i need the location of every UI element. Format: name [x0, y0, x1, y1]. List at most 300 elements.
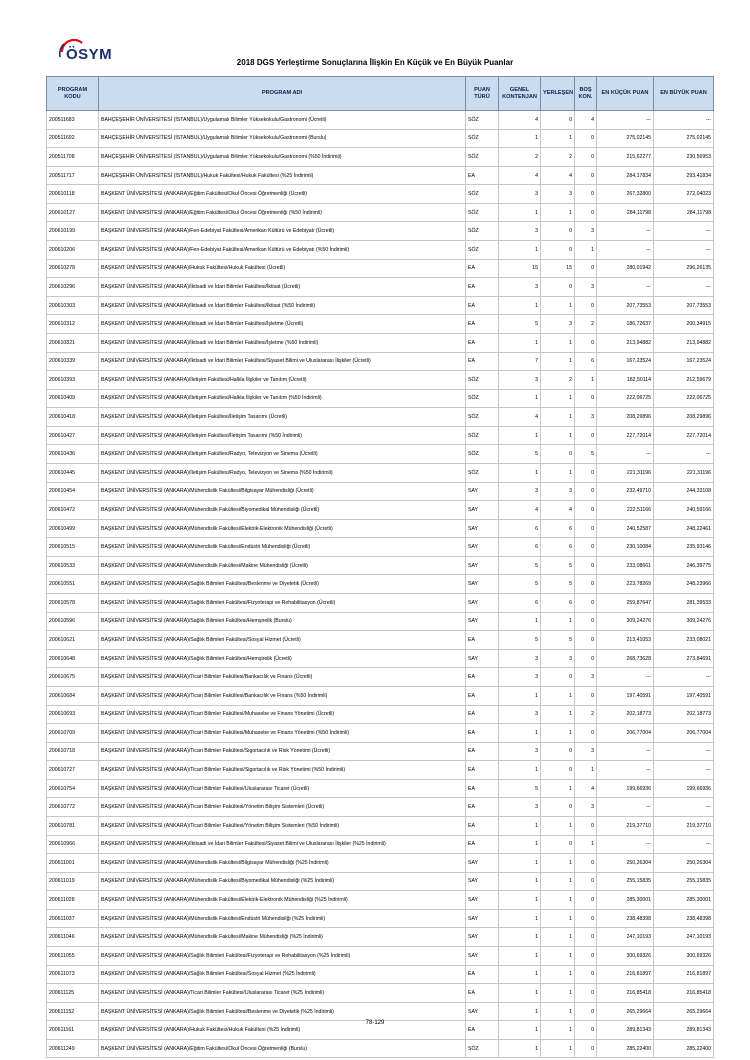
cell-score-type: SAY [466, 891, 499, 910]
cell-empty: 3 [575, 668, 597, 687]
cell-quota: 7 [499, 352, 541, 371]
table-row [47, 241, 714, 260]
cell-program-code: 200611152 [47, 1002, 99, 1021]
cell-empty: 0 [575, 1021, 597, 1040]
cell-score-type: SÖZ [466, 185, 499, 204]
cell-empty: 0 [575, 965, 597, 984]
cell-max-score: 247,10193 [654, 928, 714, 947]
cell-empty: 3 [575, 408, 597, 427]
cell-program-code: 200610312 [47, 315, 99, 334]
cell-quota: 1 [499, 1039, 541, 1058]
cell-placed: 1 [541, 1002, 575, 1021]
col-header-name: PROGRAM ADI [99, 77, 466, 111]
cell-program-code: 200610393 [47, 371, 99, 390]
cell-program-code: 200610445 [47, 463, 99, 482]
cell-quota: 1 [499, 333, 541, 352]
cell-placed: 1 [541, 389, 575, 408]
table-row [47, 649, 714, 668]
cell-min-score: 182,50114 [597, 371, 654, 390]
cell-placed: 1 [541, 203, 575, 222]
cell-program-code: 200610296 [47, 278, 99, 297]
table-row [47, 333, 714, 352]
cell-empty: 0 [575, 649, 597, 668]
cell-min-score: --- [597, 111, 654, 130]
cell-score-type: EA [466, 668, 499, 687]
table-body [47, 111, 714, 1058]
cell-program-code: 200610533 [47, 556, 99, 575]
cell-program-name: BAŞKENT ÜNİVERSİTESİ (ANKARA)/Mühendislik Fakültesi/Elektrik-Elektronik Mühendisliği (Ücretli) [99, 519, 466, 538]
table-row [47, 129, 714, 148]
cell-program-code: 200611055 [47, 947, 99, 966]
cell-empty: 0 [575, 872, 597, 891]
cell-program-code: 200610684 [47, 686, 99, 705]
cell-empty: 0 [575, 909, 597, 928]
cell-empty: 0 [575, 556, 597, 575]
cell-score-type: SAY [466, 854, 499, 873]
cell-max-score: 219,37710 [654, 816, 714, 835]
cell-program-code: 200511683 [47, 111, 99, 130]
cell-program-code: 200610675 [47, 668, 99, 687]
cell-placed: 3 [541, 185, 575, 204]
cell-program-code: 200611249 [47, 1039, 99, 1058]
cell-empty: 0 [575, 259, 597, 278]
cell-program-name: BAHÇEŞEHİR ÜNİVERSİTESİ (İSTANBUL)/Uygulamalı Bilimler Yüksekokulu/Gastronomi (Burslu) [99, 129, 466, 148]
cell-program-code: 200611161 [47, 1021, 99, 1040]
page-title: 2018 DGS Yerleştirme Sonuçlarına İlişkin En Küçük ve En Büyük Puanlar [236, 58, 514, 67]
cell-min-score: 199,66936 [597, 779, 654, 798]
cell-max-score: --- [654, 761, 714, 780]
cell-score-type: SAY [466, 1002, 499, 1021]
table-row [47, 519, 714, 538]
cell-quota: 1 [499, 909, 541, 928]
cell-placed: 3 [541, 482, 575, 501]
cell-program-code: 200511717 [47, 166, 99, 185]
table-row [47, 1039, 714, 1058]
cell-score-type: EA [466, 166, 499, 185]
table-row [47, 984, 714, 1003]
cell-program-name: BAŞKENT ÜNİVERSİTESİ (ANKARA)/Sağlık Bilimleri Fakültesi/Hemşirelik (Burslu) [99, 612, 466, 631]
cell-quota: 4 [499, 501, 541, 520]
cell-empty: 0 [575, 686, 597, 705]
cell-program-name: BAŞKENT ÜNİVERSİTESİ (ANKARA)/Sağlık Bilimleri Fakültesi/Beslenme ve Diyetetik (Ücretli) [99, 575, 466, 594]
cell-empty: 6 [575, 352, 597, 371]
cell-max-score: 206,77004 [654, 724, 714, 743]
cell-program-name: BAŞKENT ÜNİVERSİTESİ (ANKARA)/Eğitim Fakültesi/Okul Öncesi Öğretmenliği (%50 İndirimli) [99, 203, 466, 222]
cell-score-type: EA [466, 278, 499, 297]
cell-max-score: 238,48398 [654, 909, 714, 928]
cell-placed: 1 [541, 891, 575, 910]
cell-program-code: 200511692 [47, 129, 99, 148]
cell-score-type: EA [466, 686, 499, 705]
cell-min-score: 285,22400 [597, 1039, 654, 1058]
cell-max-score: 250,26304 [654, 854, 714, 873]
cell-score-type: EA [466, 296, 499, 315]
cell-program-name: BAŞKENT ÜNİVERSİTESİ (ANKARA)/Mühendislik Fakültesi/Bilgisayar Mühendisliği (%25 İndirimli) [99, 854, 466, 873]
cell-quota: 5 [499, 315, 541, 334]
table-row [47, 1002, 714, 1021]
cell-empty: 1 [575, 761, 597, 780]
cell-quota: 1 [499, 854, 541, 873]
cell-empty: 1 [575, 371, 597, 390]
col-header-max: EN BÜYÜK PUAN [654, 77, 714, 111]
cell-placed: 1 [541, 333, 575, 352]
cell-min-score: 259,87647 [597, 594, 654, 613]
cell-program-name: BAŞKENT ÜNİVERSİTESİ (ANKARA)/Hukuk Fakültesi/Hukuk Fakültesi (Ücretli) [99, 259, 466, 278]
cell-program-code: 200610754 [47, 779, 99, 798]
table-row [47, 854, 714, 873]
cell-max-score: 246,39775 [654, 556, 714, 575]
cell-program-code: 200610621 [47, 631, 99, 650]
cell-max-score: 216,85418 [654, 984, 714, 1003]
cell-empty: 0 [575, 631, 597, 650]
cell-program-code: 200611028 [47, 891, 99, 910]
cell-program-name: BAŞKENT ÜNİVERSİTESİ (ANKARA)/İktisadi ve İdari Bilimler Fakültesi/İşletme (%50 İndirimli) [99, 333, 466, 352]
cell-score-type: EA [466, 742, 499, 761]
cell-max-score: --- [654, 222, 714, 241]
table-row [47, 705, 714, 724]
cell-program-name: BAŞKENT ÜNİVERSİTESİ (ANKARA)/Mühendislik Fakültesi/Makine Mühendisliği (%25 İndirimli) [99, 928, 466, 947]
cell-max-score: --- [654, 742, 714, 761]
cell-min-score: --- [597, 668, 654, 687]
cell-score-type: EA [466, 984, 499, 1003]
cell-score-type: SÖZ [466, 426, 499, 445]
table-row [47, 222, 714, 241]
cell-score-type: EA [466, 631, 499, 650]
cell-placed: 1 [541, 705, 575, 724]
cell-score-type: SAY [466, 612, 499, 631]
cell-quota: 1 [499, 872, 541, 891]
cell-program-name: BAŞKENT ÜNİVERSİTESİ (ANKARA)/İktisadi ve İdari Bilimler Fakültesi/İktisat (%50 İndirimli) [99, 296, 466, 315]
cell-program-name: BAŞKENT ÜNİVERSİTESİ (ANKARA)/Ticari Bilimler Fakültesi/Muhasebe ve Finans Yönetimi (%50 İndirimli) [99, 724, 466, 743]
cell-min-score: 222,51166 [597, 501, 654, 520]
cell-program-code: 200610127 [47, 203, 99, 222]
cell-empty: 0 [575, 538, 597, 557]
cell-placed: 1 [541, 352, 575, 371]
cell-placed: 0 [541, 761, 575, 780]
cell-score-type: SAY [466, 575, 499, 594]
cell-empty: 0 [575, 575, 597, 594]
cell-quota: 1 [499, 1002, 541, 1021]
cell-placed: 4 [541, 501, 575, 520]
cell-min-score: 280,01942 [597, 259, 654, 278]
cell-program-name: BAŞKENT ÜNİVERSİTESİ (ANKARA)/İletişim Fakültesi/İletişim Tasarımı (%50 İndirimli) [99, 426, 466, 445]
table-row [47, 631, 714, 650]
cell-min-score: 186,72637 [597, 315, 654, 334]
cell-placed: 2 [541, 148, 575, 167]
cell-quota: 1 [499, 947, 541, 966]
cell-min-score: 285,30001 [597, 891, 654, 910]
cell-score-type: EA [466, 352, 499, 371]
cell-program-code: 200610199 [47, 222, 99, 241]
cell-max-score: 240,59166 [654, 501, 714, 520]
cell-min-score: 267,32800 [597, 185, 654, 204]
cell-program-name: BAŞKENT ÜNİVERSİTESİ (ANKARA)/Hukuk Fakültesi/Hukuk Fakültesi (%25 İndirimli) [99, 1021, 466, 1040]
cell-max-score: 216,81897 [654, 965, 714, 984]
table-row [47, 445, 714, 464]
cell-min-score: 206,77004 [597, 724, 654, 743]
table-row [47, 389, 714, 408]
cell-max-score: --- [654, 798, 714, 817]
cell-program-code: 200610418 [47, 408, 99, 427]
cell-program-code: 200610427 [47, 426, 99, 445]
cell-max-score: 273,84691 [654, 649, 714, 668]
table-row [47, 352, 714, 371]
cell-placed: 0 [541, 111, 575, 130]
cell-placed: 2 [541, 371, 575, 390]
cell-score-type: EA [466, 779, 499, 798]
cell-max-score: 275,02145 [654, 129, 714, 148]
table-row [47, 872, 714, 891]
cell-max-score: 281,39533 [654, 594, 714, 613]
cell-placed: 1 [541, 984, 575, 1003]
cell-program-code: 200610727 [47, 761, 99, 780]
table-row [47, 166, 714, 185]
cell-quota: 3 [499, 798, 541, 817]
cell-program-name: BAŞKENT ÜNİVERSİTESİ (ANKARA)/Sağlık Bilimleri Fakültesi/Fizyoterapi ve Rehabilitasyon (%25 İndirimli) [99, 947, 466, 966]
cell-min-score: 222,06725 [597, 389, 654, 408]
table-row [47, 947, 714, 966]
cell-program-name: BAŞKENT ÜNİVERSİTESİ (ANKARA)/Ticari Bilimler Fakültesi/Bankacılık ve Finans (%50 İndirimli) [99, 686, 466, 705]
cell-program-code: 200610718 [47, 742, 99, 761]
cell-placed: 1 [541, 426, 575, 445]
cell-placed: 6 [541, 519, 575, 538]
cell-min-score: 213,41053 [597, 631, 654, 650]
logo-text: ÖSYM [66, 46, 113, 63]
table-row [47, 742, 714, 761]
table-row [47, 482, 714, 501]
cell-quota: 5 [499, 631, 541, 650]
cell-min-score: 275,02145 [597, 129, 654, 148]
cell-placed: 5 [541, 575, 575, 594]
cell-max-score: 207,73553 [654, 296, 714, 315]
cell-score-type: SÖZ [466, 111, 499, 130]
cell-empty: 0 [575, 296, 597, 315]
cell-score-type: EA [466, 315, 499, 334]
cell-min-score: 255,15835 [597, 872, 654, 891]
cell-quota: 1 [499, 296, 541, 315]
cell-quota: 3 [499, 371, 541, 390]
cell-score-type: SAY [466, 556, 499, 575]
cell-program-code: 200610551 [47, 575, 99, 594]
cell-max-score: 227,72014 [654, 426, 714, 445]
cell-min-score: 250,26304 [597, 854, 654, 873]
cell-empty: 0 [575, 166, 597, 185]
cell-score-type: SÖZ [466, 129, 499, 148]
cell-max-score: 284,11798 [654, 203, 714, 222]
cell-placed: 3 [541, 649, 575, 668]
cell-quota: 1 [499, 241, 541, 260]
cell-empty: 4 [575, 779, 597, 798]
cell-program-name: BAŞKENT ÜNİVERSİTESİ (ANKARA)/Mühendislik Fakültesi/Makine Mühendisliği (Ücretli) [99, 556, 466, 575]
cell-empty: 4 [575, 111, 597, 130]
cell-empty: 3 [575, 798, 597, 817]
cell-max-score: --- [654, 241, 714, 260]
cell-score-type: SAY [466, 501, 499, 520]
cell-max-score: 167,23524 [654, 352, 714, 371]
cell-score-type: SÖZ [466, 222, 499, 241]
cell-score-type: EA [466, 705, 499, 724]
cell-placed: 0 [541, 278, 575, 297]
cell-program-code: 200610321 [47, 333, 99, 352]
cell-program-code: 200611037 [47, 909, 99, 928]
cell-program-name: BAŞKENT ÜNİVERSİTESİ (ANKARA)/İktisadi ve İdari Bilimler Fakültesi/İktisat (Ücretli) [99, 278, 466, 297]
cell-empty: 3 [575, 222, 597, 241]
cell-program-name: BAŞKENT ÜNİVERSİTESİ (ANKARA)/Mühendislik Fakültesi/Bilgisayar Mühendisliği (Ücretli) [99, 482, 466, 501]
table-row [47, 408, 714, 427]
cell-empty: 0 [575, 1002, 597, 1021]
table-row [47, 278, 714, 297]
cell-empty: 0 [575, 501, 597, 520]
cell-program-code: 200610966 [47, 835, 99, 854]
cell-placed: 1 [541, 928, 575, 947]
cell-program-name: BAŞKENT ÜNİVERSİTESİ (ANKARA)/Ticari Bilimler Fakültesi/Sigortacılık ve Risk Yönetimi (Ücretli) [99, 742, 466, 761]
cell-placed: 1 [541, 816, 575, 835]
table-row [47, 501, 714, 520]
col-header-type: PUAN TÜRÜ [466, 77, 499, 111]
cell-program-name: BAŞKENT ÜNİVERSİTESİ (ANKARA)/Ticari Bilimler Fakültesi/Sigortacılık ve Risk Yönetimi (%50 İndirimli) [99, 761, 466, 780]
cell-score-type: SÖZ [466, 148, 499, 167]
cell-quota: 1 [499, 928, 541, 947]
cell-max-score: 248,22461 [654, 519, 714, 538]
cell-score-type: EA [466, 816, 499, 835]
cell-program-code: 200610693 [47, 705, 99, 724]
cell-program-code: 200610339 [47, 352, 99, 371]
cell-min-score: 265,29664 [597, 1002, 654, 1021]
cell-placed: 5 [541, 556, 575, 575]
col-header-quota: GENEL KONTENJAN [499, 77, 541, 111]
table-header-row [47, 77, 714, 111]
cell-placed: 15 [541, 259, 575, 278]
table-row [47, 909, 714, 928]
cell-max-score: 285,22400 [654, 1039, 714, 1058]
table-row [47, 928, 714, 947]
cell-program-code: 200610648 [47, 649, 99, 668]
cell-min-score: 197,40591 [597, 686, 654, 705]
cell-program-name: BAŞKENT ÜNİVERSİTESİ (ANKARA)/Sağlık Bilimleri Fakültesi/Hemşirelik (Ücretli) [99, 649, 466, 668]
cell-placed: 1 [541, 1021, 575, 1040]
cell-min-score: 207,73553 [597, 296, 654, 315]
cell-quota: 5 [499, 779, 541, 798]
table-row [47, 371, 714, 390]
col-header-empty: BOŞ KON. [575, 77, 597, 111]
cell-score-type: EA [466, 259, 499, 278]
cell-program-name: BAŞKENT ÜNİVERSİTESİ (ANKARA)/Mühendislik Fakültesi/Endüstri Mühendisliği (%25 İndirimli) [99, 909, 466, 928]
cell-program-name: BAŞKENT ÜNİVERSİTESİ (ANKARA)/İktisadi ve İdari Bilimler Fakültesi/Siyaset Bilimi ve Uluslararası İlişkiler (Ücretli) [99, 352, 466, 371]
cell-quota: 4 [499, 166, 541, 185]
cell-program-code: 200611046 [47, 928, 99, 947]
table-row [47, 315, 714, 334]
cell-min-score: --- [597, 222, 654, 241]
cell-empty: 5 [575, 445, 597, 464]
cell-min-score: 300,69326 [597, 947, 654, 966]
table-row [47, 724, 714, 743]
cell-program-name: BAŞKENT ÜNİVERSİTESİ (ANKARA)/İktisadi ve İdari Bilimler Fakültesi/Siyaset Bilimi ve Uluslararası İlişkiler (%25 İndirimli) [99, 835, 466, 854]
cell-placed: 1 [541, 947, 575, 966]
cell-min-score: 289,81343 [597, 1021, 654, 1040]
cell-score-type: SAY [466, 538, 499, 557]
cell-program-code: 200511708 [47, 148, 99, 167]
cell-empty: 0 [575, 426, 597, 445]
cell-program-code: 200610436 [47, 445, 99, 464]
cell-placed: 3 [541, 315, 575, 334]
cell-program-code: 200610578 [47, 594, 99, 613]
cell-score-type: SAY [466, 947, 499, 966]
cell-quota: 4 [499, 408, 541, 427]
cell-program-code: 200611019 [47, 872, 99, 891]
cell-quota: 1 [499, 463, 541, 482]
cell-program-name: BAŞKENT ÜNİVERSİTESİ (ANKARA)/Fen-Edebiyat Fakültesi/Amerikan Kültürü ve Edebiyatı (%50 İndirimli) [99, 241, 466, 260]
page-number: 78-129 [365, 1020, 385, 1026]
cell-min-score: 309,24276 [597, 612, 654, 631]
cell-placed: 0 [541, 445, 575, 464]
cell-program-name: BAŞKENT ÜNİVERSİTESİ (ANKARA)/İletişim Fakültesi/Halkla İlişkiler ve Tanıtım (Ücretli) [99, 371, 466, 390]
cell-program-name: BAHÇEŞEHİR ÜNİVERSİTESİ (İSTANBUL)/Uygulamalı Bilimler Yüksekokulu/Gastronomi (Ücretli) [99, 111, 466, 130]
cell-quota: 1 [499, 203, 541, 222]
cell-max-score: 285,30001 [654, 891, 714, 910]
cell-program-name: BAHÇEŞEHİR ÜNİVERSİTESİ (İSTANBUL)/Uygulamalı Bilimler Yüksekokulu/Gastronomi (%50 İndirimli) [99, 148, 466, 167]
cell-placed: 6 [541, 594, 575, 613]
table-row [47, 594, 714, 613]
cell-quota: 1 [499, 984, 541, 1003]
cell-quota: 3 [499, 222, 541, 241]
cell-quota: 6 [499, 594, 541, 613]
cell-score-type: SAY [466, 649, 499, 668]
cell-quota: 1 [499, 389, 541, 408]
cell-quota: 1 [499, 816, 541, 835]
cell-score-type: SÖZ [466, 408, 499, 427]
cell-score-type: SAY [466, 872, 499, 891]
cell-program-code: 200610409 [47, 389, 99, 408]
cell-program-code: 200610278 [47, 259, 99, 278]
cell-placed: 0 [541, 798, 575, 817]
table-row [47, 259, 714, 278]
table-row [47, 816, 714, 835]
cell-quota: 3 [499, 482, 541, 501]
table-row [47, 426, 714, 445]
cell-score-type: SAY [466, 482, 499, 501]
cell-max-score: 233,08021 [654, 631, 714, 650]
table-row [47, 891, 714, 910]
cell-empty: 0 [575, 594, 597, 613]
cell-max-score: 300,69326 [654, 947, 714, 966]
table-row [47, 575, 714, 594]
cell-quota: 3 [499, 705, 541, 724]
cell-placed: 1 [541, 463, 575, 482]
table-row [47, 779, 714, 798]
cell-min-score: 268,73628 [597, 649, 654, 668]
table-row [47, 148, 714, 167]
cell-quota: 5 [499, 445, 541, 464]
cell-placed: 0 [541, 742, 575, 761]
cell-min-score: 284,11798 [597, 203, 654, 222]
cell-program-code: 200610781 [47, 816, 99, 835]
cell-max-score: 199,66936 [654, 779, 714, 798]
cell-empty: 0 [575, 724, 597, 743]
cell-max-score: 235,93146 [654, 538, 714, 557]
cell-quota: 1 [499, 724, 541, 743]
cell-min-score: --- [597, 241, 654, 260]
cell-placed: 6 [541, 538, 575, 557]
cell-placed: 1 [541, 1039, 575, 1058]
cell-empty: 0 [575, 148, 597, 167]
cell-placed: 4 [541, 166, 575, 185]
cell-min-score: 167,23524 [597, 352, 654, 371]
cell-program-name: BAŞKENT ÜNİVERSİTESİ (ANKARA)/Sağlık Bilimleri Fakültesi/Sosyal Hizmet (Ücretli) [99, 631, 466, 650]
cell-max-score: 200,34915 [654, 315, 714, 334]
cell-score-type: SAY [466, 594, 499, 613]
cell-score-type: SÖZ [466, 203, 499, 222]
cell-min-score: --- [597, 742, 654, 761]
